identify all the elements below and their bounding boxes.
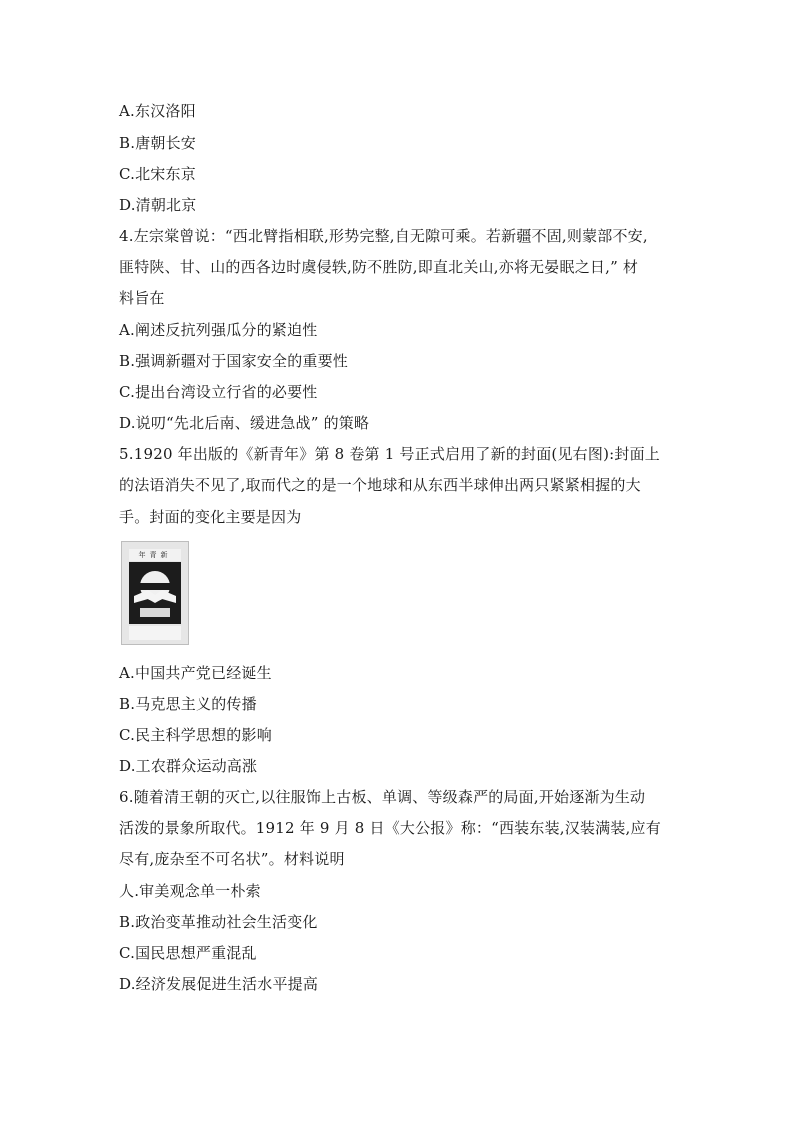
question-4-line-3: 料旨在 [119,289,165,307]
question-4-line-2: 匪特陕、甘、山的西各边时虞侵轶,防不胜防,即直北关山,亦将无晏眠之日,” 材 [119,258,639,276]
option-b-q3: B.唐朝长安 [119,134,196,152]
option-c-q6: C.国民思想严重混乱 [119,944,257,962]
question-5-line-1: 5.1920 年出版的《新青年》第 8 卷第 1 号正式启用了新的封面(见右图):封面上 [119,445,660,463]
option-a-q4: A.阐述反抗列强瓜分的紧迫性 [119,321,318,339]
cover-masthead: 年青新 [129,549,181,561]
option-c-q3: C.北宋东京 [119,165,196,183]
option-a-q6: 人.审美观念单一朴索 [119,882,261,900]
cover-footer [129,626,181,640]
option-d-q6: D.经济发展促进生活水平提高 [119,975,319,993]
globe-handshake-image [129,562,181,624]
option-d-q4: D.说叨“先北后南、缓进急战” 的策略 [119,414,370,432]
option-b-q4: B.强调新疆对于国家安全的重要性 [119,352,348,370]
question-5-line-3: 手。封面的变化主要是因为 [119,508,302,526]
option-c-q4: C.提出台湾设立行省的必要性 [119,383,318,401]
option-d-q3: D.清朝北京 [119,196,197,214]
option-d-q5: D.工农群众运动高涨 [119,757,258,775]
globe-handshake-icon [129,562,181,624]
question-6-line-3: 尽有,庞杂至不可名状”。材料说明 [119,850,345,868]
option-a-q3: A.东汉洛阳 [119,102,196,120]
question-6-line-1: 6.随着清王朝的灭亡,以往服饰上古板、单调、等级森严的局面,开始逐渐为生动 [119,788,646,806]
option-b-q6: B.政治变革推动社会生活变化 [119,913,318,931]
option-a-q5: A.中国共产党已经诞生 [119,664,272,682]
question-4-line-1: 4.左宗棠曾说：“西北臂指相联,形势完整,自无隙可乘。若新疆不固,则蒙部不安, [119,227,648,245]
question-5-line-2: 的法语消失不见了,取而代之的是一个地球和从东西半球伸出两只紧紧相握的大 [119,476,641,494]
question-6-line-2: 活泼的景象所取代。1912 年 9 月 8 日《大公报》称：“西装东装,汉装满装,应有 [119,819,661,837]
new-youth-cover-image [121,541,189,645]
option-b-q5: B.马克思主义的传播 [119,695,257,713]
option-c-q5: C.民主科学思想的影响 [119,726,272,744]
